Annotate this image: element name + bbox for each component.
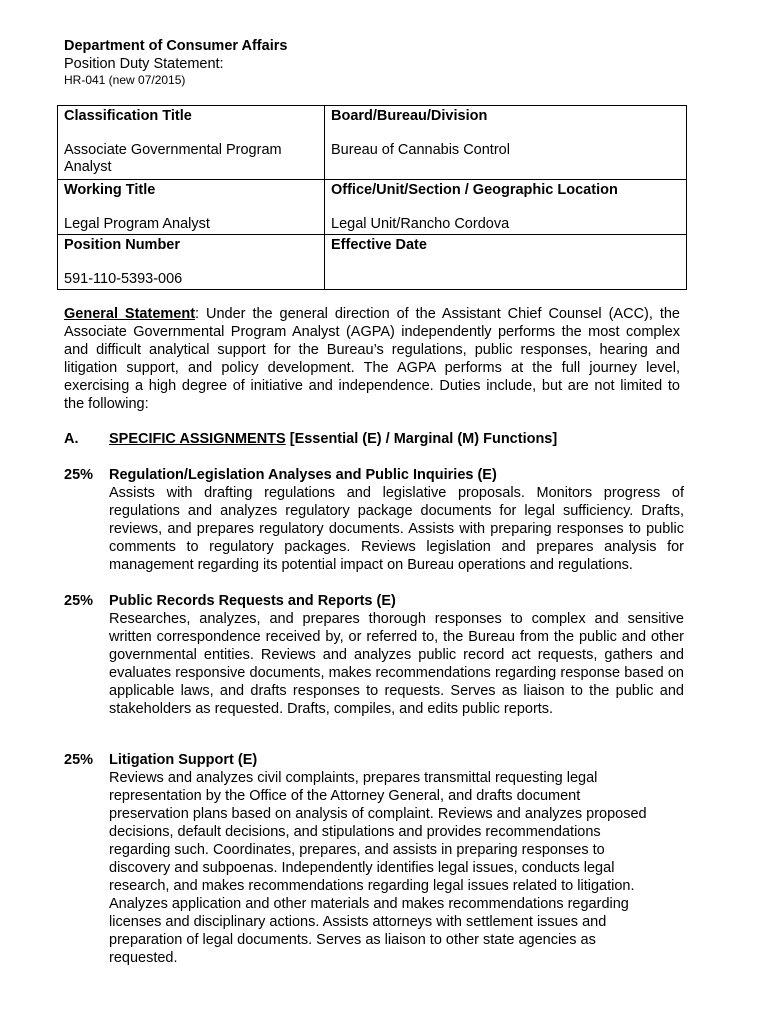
duty-item	[64, 751, 684, 967]
table-row	[58, 106, 687, 180]
general-statement	[64, 305, 680, 413]
office-cell	[325, 180, 687, 235]
document-title: Position Duty Statement:	[64, 56, 224, 72]
duty-title: Regulation/Legislation Analyses and Public Inquiries (E)	[109, 467, 497, 483]
duty-text: Researches, analyzes, and prepares thorough responses to complex and sensitive written correspondence received by, or referred to, the Bureau from the public and other governmental entities. Reviews and analyzes public record act requests, gathers and evaluates responsive documents, makes recommendations regarding response based on applicable laws, and drafts responses to requests. Serves as liaison to the public and stakeholders as requested. Drafts, compiles, and edits public reports.	[109, 611, 684, 717]
section-a-heading	[64, 431, 557, 447]
general-statement-text: : Under the general direction of the Assistant Chief Counsel (ACC), the Associate Governmental Program Analyst (AGPA) independently performs the most complex and difficult analytical support for the Bureau’s regulations, public responses, hearing and litigation support, and policy development. The AGPA performs at the full journey level, exercising a high degree of initiative and independence. Duties include, but are not limited to the following:	[64, 306, 680, 412]
section-a-title: SPECIFIC ASSIGNMENTS	[109, 431, 286, 447]
table-row	[58, 180, 687, 235]
effective-date-label: Effective Date	[331, 237, 427, 253]
duty-text: Assists with drafting regulations and legislative proposals. Monitors progress of regulations and analyzes regulatory package documents for legal sufficiency. Drafts, reviews, and prepares regulatory documents. Assists with preparing responses to public comments to regulatory packages. Reviews legislation and prepares analysis for management regarding its potential impact on Bureau operations and regulations.	[109, 485, 684, 573]
working-title-label: Working Title	[64, 182, 156, 198]
duty-title: Public Records Requests and Reports (E)	[109, 593, 396, 609]
duty-item	[64, 592, 684, 718]
position-info-table	[57, 105, 687, 290]
duty-text: Reviews and analyzes civil complaints, prepares transmittal requesting legal representation by the Office of the Attorney General, and drafts document preservation plans based on analysis of complaint. Reviews and analyzes proposed decisions, default decisions, and stipulations and provides recommendations regarding such. Coordinates, prepares, and assists in preparing responses to discovery and subpoenas. Independently identifies legal issues, conducts legal research, and makes recommendations regarding legal issues related to litigation. Analyzes application and other materials and makes recommendations regarding licenses and disciplinary actions. Assists attorneys with settlement issues and preparation of legal documents. Serves as liaison to other state agencies as requested.	[109, 770, 647, 966]
board-value: Bureau of Cannabis Control	[331, 142, 510, 158]
duty-percent: 25%	[64, 593, 94, 609]
board-label: Board/Bureau/Division	[331, 108, 488, 124]
table-row	[58, 235, 687, 290]
office-value: Legal Unit/Rancho Cordova	[331, 216, 510, 232]
classification-title-value: Associate Governmental Program Analyst	[64, 142, 282, 175]
working-title-cell	[58, 180, 325, 235]
section-a-letter: A.	[64, 431, 79, 447]
duty-percent: 25%	[64, 752, 94, 768]
section-a-subtitle: [Essential (E) / Marginal (M) Functions]	[285, 431, 558, 447]
effective-date-cell	[325, 235, 687, 290]
position-number-cell	[58, 235, 325, 290]
duty-title: Litigation Support (E)	[109, 752, 258, 768]
form-number: HR-041 (new 07/2015)	[64, 73, 186, 87]
board-cell	[325, 106, 687, 180]
duty-item	[64, 466, 684, 574]
working-title-value: Legal Program Analyst	[64, 216, 210, 232]
position-number-value: 591-110-5393-006	[64, 271, 183, 287]
classification-title-label: Classification Title	[64, 108, 192, 124]
office-label: Office/Unit/Section / Geographic Location	[331, 182, 618, 198]
classification-title-cell	[58, 106, 325, 180]
position-number-label: Position Number	[64, 237, 181, 253]
general-statement-label: General Statement	[64, 306, 196, 322]
department-name: Department of Consumer Affairs	[64, 38, 288, 54]
duty-percent: 25%	[64, 467, 94, 483]
